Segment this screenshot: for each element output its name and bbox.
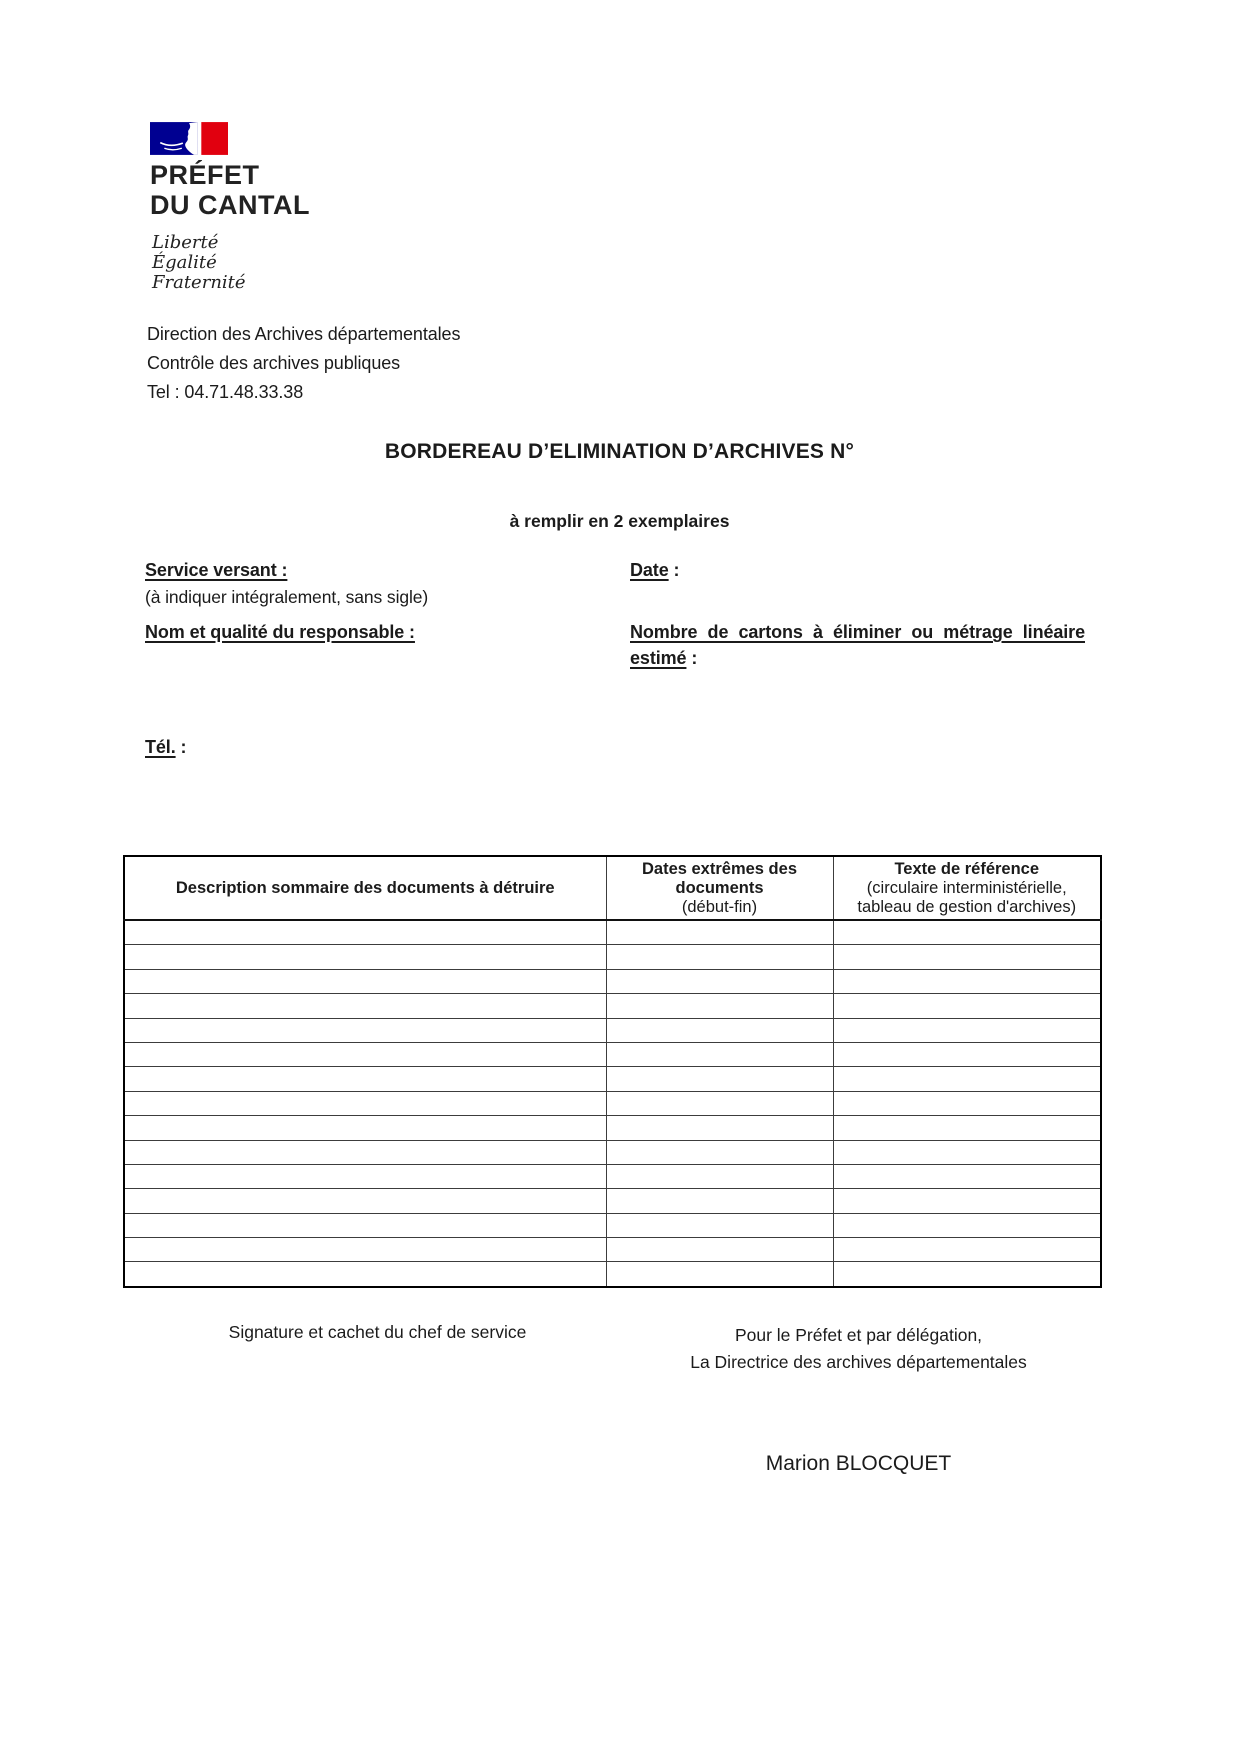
motto-egalite: Égalité [152, 252, 217, 273]
table-cell-empty [606, 1067, 833, 1091]
motto-fraternite: Fraternité [152, 272, 246, 293]
table-cell-empty [833, 1116, 1101, 1140]
table-row [124, 1042, 1101, 1066]
brand-line-1: PRÉFET [150, 160, 260, 190]
table-row [124, 1164, 1101, 1188]
table-cell-empty [833, 969, 1101, 993]
table-cell-empty [606, 1140, 833, 1164]
table-header-row [124, 856, 1101, 920]
table-row [124, 969, 1101, 993]
document-title: BORDEREAU D’ELIMINATION D’ARCHIVES N° [384, 440, 855, 463]
date-field [630, 560, 679, 581]
table-cell-empty [606, 969, 833, 993]
table-cell-empty [833, 1238, 1101, 1262]
table-cell-empty [124, 994, 606, 1018]
table-cell-empty [833, 920, 1101, 945]
sender-service: Contrôle des archives publiques [147, 353, 401, 373]
table-cell-empty [833, 945, 1101, 969]
table-cell-empty [833, 1213, 1101, 1237]
table-cell-empty [124, 1189, 606, 1213]
table-row [124, 994, 1101, 1018]
responsable-label-text: Nom et qualité du responsable : [145, 622, 415, 642]
date-colon: : [668, 560, 680, 580]
table-row [124, 945, 1101, 969]
table-cell-empty [606, 945, 833, 969]
table-row [124, 1262, 1101, 1287]
table-cell-empty [833, 1140, 1101, 1164]
archive-table [123, 855, 1102, 1288]
table-cell-empty [124, 920, 606, 945]
table-cell-empty [833, 994, 1101, 1018]
table-cell-empty [124, 1042, 606, 1066]
table-cell-empty [124, 945, 606, 969]
tel-field [145, 737, 186, 758]
delegation-line-1: Pour le Préfet et par délégation, [734, 1325, 983, 1345]
service-versant-label [145, 560, 287, 581]
table-cell-empty [606, 1238, 833, 1262]
table-cell-empty [833, 1042, 1101, 1066]
table-cell-empty [606, 1262, 833, 1287]
date-label: Date [630, 560, 669, 580]
table-cell-empty [124, 1067, 606, 1091]
table-cell-empty [606, 920, 833, 945]
table-row [124, 920, 1101, 945]
sender-direction: Direction des Archives départementales [147, 324, 461, 344]
header-dates-title: Dates extrêmes des documents [641, 859, 797, 897]
table-row [124, 1091, 1101, 1115]
table-cell-empty [833, 1164, 1101, 1188]
delegation-caption [632, 1322, 1085, 1376]
signature-left-caption: Signature et cachet du chef de service [228, 1322, 527, 1342]
header-dates [606, 856, 833, 920]
table-cell-empty [124, 1091, 606, 1115]
table-cell-empty [833, 1067, 1101, 1091]
table-cell-empty [124, 1213, 606, 1237]
table-cell-empty [606, 1189, 833, 1213]
table-cell-empty [606, 1116, 833, 1140]
service-versant-note: (à indiquer intégralement, sans sigle) [145, 587, 429, 607]
document-instruction: à remplir en 2 exemplaires [509, 511, 730, 531]
brand-line-2: DU CANTAL [150, 190, 310, 220]
header-description-title: Description sommaire des documents à détruire [175, 878, 555, 897]
table-row [124, 1189, 1101, 1213]
header-dates-subtitle: (début-fin) [681, 897, 758, 916]
table-cell-empty [606, 994, 833, 1018]
header-reference [833, 856, 1101, 920]
motto-liberte: Liberté [152, 232, 219, 253]
cartons-label: Nombre de cartons à éliminer ou métrage linéaire estimé [630, 622, 1085, 668]
table-cell-empty [606, 1018, 833, 1042]
service-versant-label-text: Service versant : [145, 560, 288, 580]
table-cell-empty [124, 1164, 606, 1188]
french-flag-marianne-icon [150, 122, 228, 155]
table-row [124, 1116, 1101, 1140]
table-cell-empty [606, 1164, 833, 1188]
republic-motto [152, 233, 246, 293]
signatory-name: Marion BLOCQUET [765, 1452, 952, 1475]
table-cell-empty [833, 1018, 1101, 1042]
archive-table-container [123, 855, 1102, 1288]
archive-table-body [124, 920, 1101, 1287]
tel-colon: : [175, 737, 187, 757]
table-cell-empty [124, 1140, 606, 1164]
prefecture-brand [150, 160, 310, 220]
table-cell-empty [124, 1262, 606, 1287]
responsable-label [145, 622, 415, 643]
table-row [124, 1213, 1101, 1237]
marianne-logo [150, 122, 228, 160]
table-cell-empty [124, 1116, 606, 1140]
delegation-line-2: La Directrice des archives départementales [690, 1352, 1027, 1372]
table-row [124, 1018, 1101, 1042]
header-reference-subtitle: (circulaire interministérielle, tableau de gestion d'archives) [857, 878, 1077, 916]
header-reference-title: Texte de référence [894, 859, 1040, 878]
table-cell-empty [606, 1213, 833, 1237]
table-cell-empty [124, 1018, 606, 1042]
sender-phone: Tel : 04.71.48.33.38 [147, 382, 304, 402]
table-cell-empty [124, 1238, 606, 1262]
table-row [124, 1140, 1101, 1164]
table-cell-empty [124, 969, 606, 993]
header-description [124, 856, 606, 920]
sender-block [147, 320, 460, 407]
table-row [124, 1067, 1101, 1091]
cartons-field [630, 620, 1085, 671]
table-cell-empty [606, 1091, 833, 1115]
tel-label: Tél. [145, 737, 176, 757]
table-cell-empty [606, 1042, 833, 1066]
table-row [124, 1238, 1101, 1262]
cartons-colon: : [686, 647, 698, 668]
table-cell-empty [833, 1091, 1101, 1115]
table-cell-empty [833, 1262, 1101, 1287]
table-cell-empty [833, 1189, 1101, 1213]
